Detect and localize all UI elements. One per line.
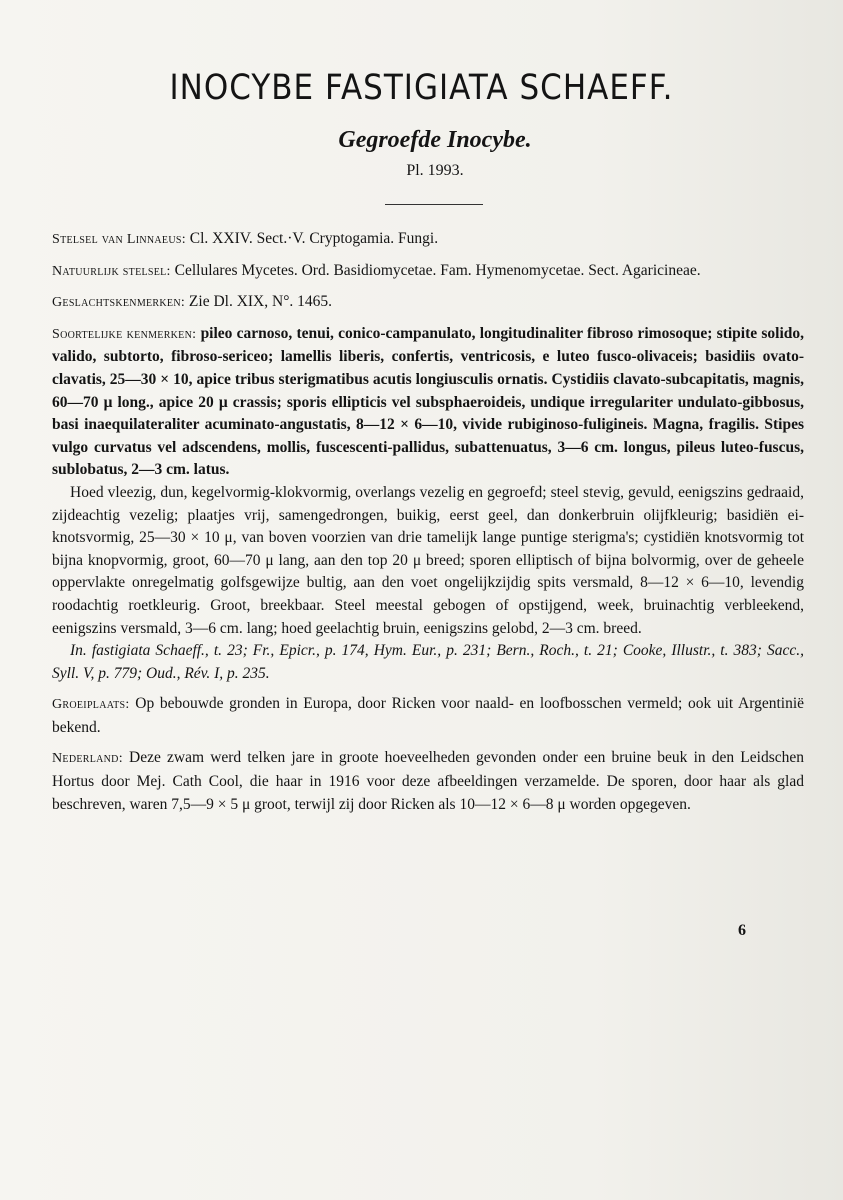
text-groeiplaats: Op bebouwde gronden in Europa, door Ricken voor naald- en loofbosschen vermeld; ook uit Argentinië bekend. (52, 695, 805, 736)
species-title: INOCYBE FASTIGIATA SCHAEFF. (169, 67, 674, 109)
common-name: Gegroefde Inocybe. (338, 127, 532, 153)
divider (385, 204, 483, 205)
plate-number: Pl. 1993. (406, 162, 464, 179)
text-stelsel: Cl. XXIV. Sect.·V. Cryptogamia. Fungi. (189, 230, 439, 247)
text-natuurlijk: Cellulares Mycetes. Ord. Basidiomycetae. Fam. Hymenomycetae. Sect. Agaricineae. (174, 261, 701, 279)
text-soort-latin: pileo carnoso, tenui, conico-campanulato, longitudinaliter fibroso rimosoque; stipite solido, valido, subtorto, fibroso-sericeo; lamellis liberis, confertis, ventricosis, e luteo fusco-olivaceis; basidiis ovato-clavatis, 25—30 × 10, apice tribus sterigmatibus acutis longiusculis ornatis. Cystidiis clavato-subcapitatis, magnis, 60—70 μ long., apice 20 μ crassis; sporis ellipticis vel subsphaeroideis, undique irregulariter undulato-gibbosus, basi inaequilateraliter acuminato-angustatis, 8—12 × 6—10, vivide rubiginoso-fuligineis. Magna, fragilis. Stipes vulgo curvatus vel adscendens, mollis, fuscescenti-pallidus, subattenuatus, 3—6 cm. longus, pileus luteo-fuscus, sublobatus, 2—3 cm. latus. (52, 324, 804, 479)
label-soort: Soortelijke kenmerken: (52, 326, 197, 342)
label-nederland: Nederland: (52, 751, 123, 767)
label-natuurlijk: Natuurlijk stelsel: (52, 263, 171, 279)
paragraph-soort (52, 323, 804, 482)
paragraph-stelsel (52, 228, 804, 252)
paragraph-soort-dutch: Hoed vleezig, dun, kegelvormig-klokvormig, overlangs vezelig en gegroefd; steel stevig, gevuld, eenigszins gedraaid, zijdeachtig vezelig; plaatjes vrij, samengedrongen, buikig, eerst geel, dan donkerbruin olijfkleurig; basidiën ei-knotsvormig, 25—30 × 10 μ, van boven voorzien van drie tamelijk lange puntige sterigma's; cystidiën knotsvormig tot bijna knopvormig, groot, 60—70 μ lang, aan den top 20 μ breed; sporen elliptisch of bijna bolvormig, over de geheele oppervlakte onregelmatig golfsgewijze bultig, aan den voet ongelijkzijdig spits versmald, 8—12 × 6—10, levendig roodachtig roetkleurig. Groot, breekbaar. Steel meestal gebogen of opstijgend, week, bruinachtig verbleekend, eenigszins versmald, 3—6 cm. lang; hoed geelachtig bruin, eenigszins gelobd, 2—3 cm. breed. (52, 483, 804, 637)
paragraph-geslacht (52, 291, 804, 315)
label-stelsel: Stelsel van Linnaeus: (52, 232, 186, 247)
text-nederland: Deze zwam werd telken jare in groote hoeveelheden gevonden onder een bruine beuk in den Leidschen Hortus door Mej. Cath Cool, die haar in 1916 voor deze afbeeldingen verzamelde. De sporen, door haar als glad beschreven, waren 7,5—9 × 5 μ groot, terwijl zij door Ricken als 10—12 × 6—8 μ worden opgegeven. (52, 749, 805, 813)
label-groeiplaats: Groeiplaats: (52, 697, 130, 713)
paragraph-nederland (52, 747, 804, 816)
document-body (52, 228, 804, 824)
paragraph-references: In. fastigiata Schaeff., t. 23; Fr., Epicr., p. 174, Hym. Eur., p. 231; Bern., Roch., t. 21; Cooke, Illustr., t. 383; Sacc., Syll. V, p. 779; Oud., Rév. I, p. 235. (52, 642, 804, 682)
page-number: 6 (738, 922, 746, 939)
paragraph-groeiplaats (52, 693, 804, 739)
text-geslacht: Zie Dl. XIX, N°. 1465. (188, 293, 333, 311)
label-geslacht: Geslachtskenmerken: (52, 295, 186, 311)
paragraph-natuurlijk (52, 260, 804, 284)
